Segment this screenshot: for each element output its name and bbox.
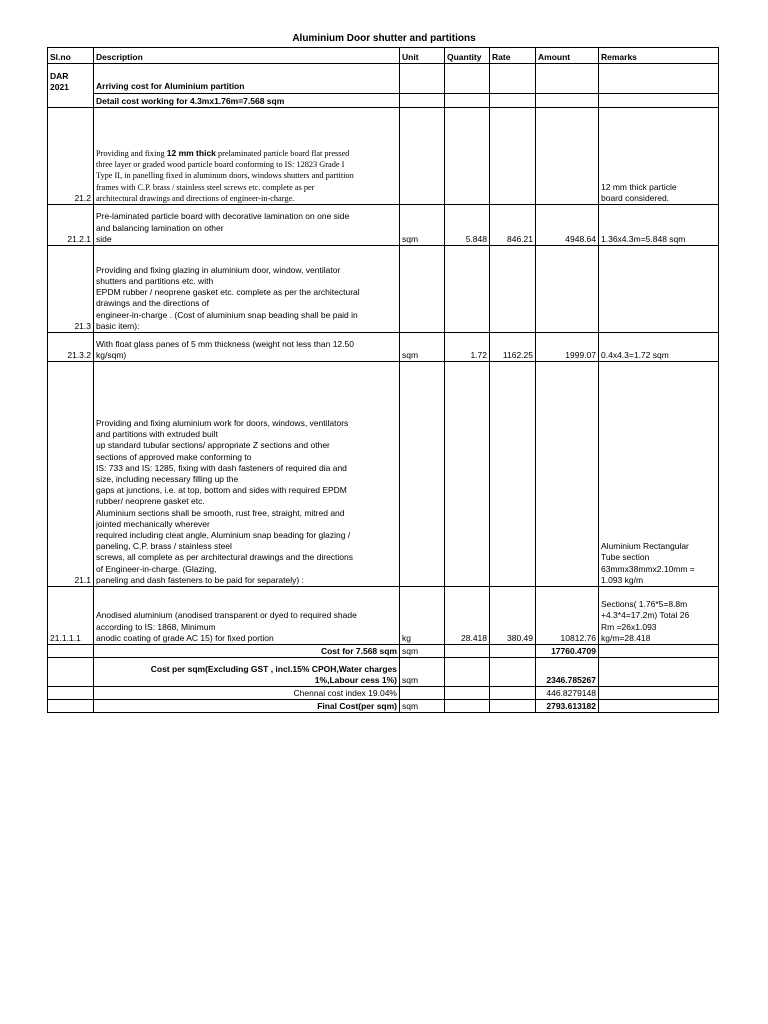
description-line: paneling and dash fasteners to be paid for separately) : (96, 574, 304, 585)
sheet-title: Aluminium Door shutter and partitions (292, 33, 476, 44)
remarks-cell (599, 108, 719, 205)
rate-cell: 1162.25 (490, 333, 536, 362)
remarks-line: Aluminium Rectangular (601, 541, 689, 552)
header-amount: Amount (536, 48, 599, 64)
description-cell (94, 108, 400, 205)
quantity-cell: 28.418 (445, 587, 490, 645)
description-line: side (96, 233, 112, 244)
description-cell (94, 587, 400, 645)
table-row (48, 93, 719, 108)
section-heading: Arriving cost for Aluminium partition (94, 64, 400, 94)
remarks-line: Rm =26x1.093 (601, 621, 657, 632)
cost-label: Cost for 7.568 sqm (94, 645, 400, 658)
description-line: EPDM rubber / neoprene gasket etc. complete as per the architectural (96, 287, 360, 298)
remarks-line: Sections( 1.76*5=8.8m (601, 599, 688, 610)
description-line: and partitions with extruded built (96, 429, 218, 440)
description-line: shutters and partitions etc. with (96, 275, 214, 286)
description-line: kg/sqm) (96, 349, 127, 360)
description-line: Anodised aluminium (anodised transparent or dyed to required shade (96, 610, 357, 621)
slno-cell: 21.2.1 (48, 205, 94, 246)
description-line: architectural drawings and directions of engineer-in-charge. (96, 193, 295, 203)
cost-amount: 17760.4709 (536, 645, 599, 658)
remarks-line: 12 mm thick particle (601, 181, 677, 192)
index-amount: 446.8279148 (536, 687, 599, 700)
description-line: IS: 733 and IS: 1285, fixing with dash fasteners of required dia and (96, 462, 347, 473)
description-line: size, including necessary filling up the (96, 473, 239, 484)
description-line: basic item): (96, 320, 140, 331)
final-unit: sqm (400, 700, 445, 713)
description-line: engineer-in-charge . (Cost of aluminium snap beading shall be paid in (96, 309, 358, 320)
persqm-amount: 2346.785267 (536, 658, 599, 687)
total-row (48, 645, 719, 658)
header-remarks: Remarks (599, 48, 719, 64)
amount-cell: 1999.07 (536, 333, 599, 362)
remarks-cell (599, 587, 719, 645)
description-line: up standard tubular sections/ appropriate Z sections and other (96, 440, 330, 451)
total-row (48, 687, 719, 700)
description-line: Pre-laminated particle board with decorative lamination on one side (96, 211, 350, 222)
description-line: gaps at junctions, i.e. at top, bottom and sides with required EPDM (96, 485, 347, 496)
total-row (48, 658, 719, 687)
table-row (48, 587, 719, 645)
persqm-label (94, 658, 400, 687)
description-line: Aluminium sections shall be smooth, rust free, straight, mitred and (96, 507, 345, 518)
header-slno: Sl.no (48, 48, 94, 64)
unit-cell: sqm (400, 333, 445, 362)
description-line: three layer or graded wood particle board conforming to IS: 12823 Grade I (96, 160, 345, 170)
description-line: and balancing lamination on other (96, 222, 224, 233)
description-cell (94, 246, 400, 333)
final-amount: 2793.613182 (536, 700, 599, 713)
rate-cell: 380.49 (490, 587, 536, 645)
remarks-cell: 0.4x4.3=1.72 sqm (599, 333, 719, 362)
description-line: required including cleat angle, Aluminium snap beading for glazing / (96, 529, 351, 540)
persqm-unit: sqm (400, 658, 445, 687)
detail-heading: Detail cost working for 4.3mx1.76m=7.568 sqm (94, 93, 400, 108)
dar-label: DAR (50, 70, 69, 81)
remarks-line: 1.093 kg/m (601, 574, 644, 585)
persqm-label-line: 1%,Labour cess 1%) (314, 674, 397, 685)
remarks-line: Tube section (601, 552, 650, 563)
table-row (48, 362, 719, 587)
slno-cell: 21.3.2 (48, 333, 94, 362)
remarks-line: board considered. (601, 192, 670, 203)
description-cell (94, 362, 400, 587)
unit-cell: sqm (400, 205, 445, 246)
table-row (48, 108, 719, 205)
remarks-line: +4.3*4=17.2m) Total 26 (601, 610, 690, 621)
description-line: Providing and fixing glazing in aluminium door, window, ventilator (96, 264, 341, 275)
desc-pre: Providing and fixing (96, 148, 167, 158)
description-line: paneling, C.P. brass / stainless steel (96, 541, 232, 552)
cost-unit: sqm (400, 645, 445, 658)
quantity-cell: 5.848 (445, 205, 490, 246)
table-row (48, 246, 719, 333)
header-quantity: Quantity (445, 48, 490, 64)
description-line: jointed mechanically wherever (96, 518, 210, 529)
description-line: With float glass panes of 5 mm thickness (weight not less than 12.50 (96, 338, 354, 349)
header-description: Description (94, 48, 400, 64)
quantity-cell: 1.72 (445, 333, 490, 362)
index-label: Chennai cost index 19.04% (94, 687, 400, 700)
amount-cell: 4948.64 (536, 205, 599, 246)
header-row (48, 48, 719, 64)
header-rate: Rate (490, 48, 536, 64)
table-row (48, 333, 719, 362)
description-line: screws, all complete as per architectural drawings and the directions (96, 552, 354, 563)
table-row (48, 205, 719, 246)
final-label: Final Cost(per sqm) (94, 700, 400, 713)
persqm-label-line: Cost per sqm(Excluding GST , incl.15% CPOH,Water charges (150, 663, 397, 674)
description-line: sections of approved make conforming to (96, 451, 252, 462)
description-line: according to IS: 1868, Minimum (96, 621, 216, 632)
desc-post: prelaminated particle board flat pressed (215, 148, 350, 158)
slno-cell: 21.1 (48, 362, 94, 587)
slno-cell: 21.2 (48, 108, 94, 205)
description-line: of Engineer-in-charge. (Glazing, (96, 563, 217, 574)
description-line: rubber/ neoprene gasket etc. (96, 496, 205, 507)
cost-table (47, 47, 719, 713)
dar-year: 2021 (50, 81, 69, 92)
description-line: Providing and fixing aluminium work for doors, windows, ventilators (96, 417, 349, 428)
description-line: frames with C.P. brass / stainless steel screws etc. complete as per (96, 182, 315, 192)
description-line: drawings and the directions of (96, 298, 209, 309)
total-row (48, 700, 719, 713)
remarks-line: 63mmx38mmx2.10mm = (601, 563, 695, 574)
amount-cell: 10812.76 (536, 587, 599, 645)
description-line: anodic coating of grade AC 15) for fixed portion (96, 632, 274, 643)
description-cell (94, 333, 400, 362)
remarks-line: kg/m=28.418 (601, 632, 651, 643)
unit-cell: kg (400, 587, 445, 645)
slno-cell: 21.3 (48, 246, 94, 333)
description-cell (94, 205, 400, 246)
table-row (48, 64, 719, 94)
slno-cell: 21.1.1.1 (48, 587, 94, 645)
remarks-cell: 1.36x4.3m=5.848 sqm (599, 205, 719, 246)
dar-cell (48, 64, 94, 94)
desc-bold: 12 mm thick (166, 147, 216, 158)
remarks-cell (599, 362, 719, 587)
header-unit: Unit (400, 48, 445, 64)
description-line: Type II, in panelling fixed in aluminum doors, windows shutters and partition (96, 171, 354, 181)
rate-cell: 846.21 (490, 205, 536, 246)
description-line (96, 148, 397, 159)
